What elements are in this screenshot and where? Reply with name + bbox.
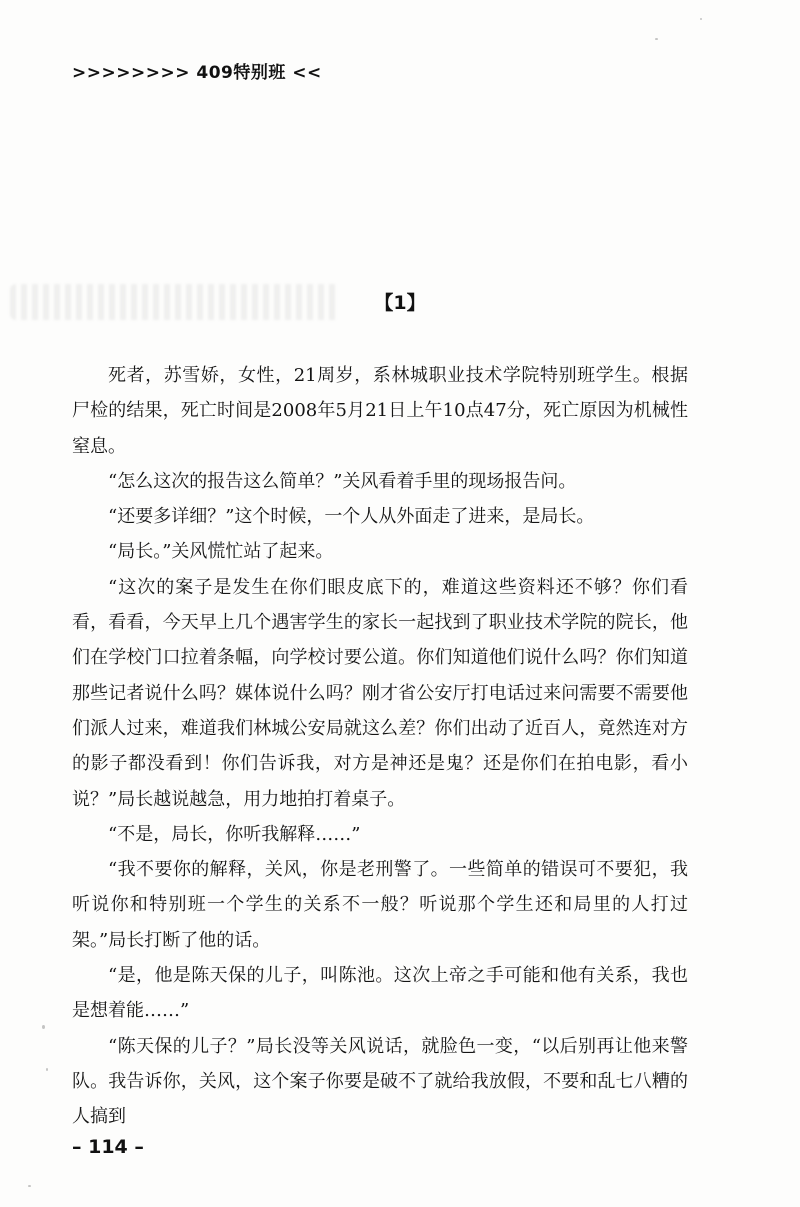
paragraph: “我不要你的解释，关风，你是老刑警了。一些简单的错误可不要犯，我听说你和特别班一个学生的关系不一般？听说那个学生还和局里的人打过架。”局长打断了他的话。 xyxy=(72,859,688,951)
paragraph: “不是，局长，你听我解释……” xyxy=(108,823,361,845)
paragraph: “还要多详细？”这个时候，一个人从外面走了进来，是局长。 xyxy=(108,506,595,528)
chapter-marker: 【1】 xyxy=(374,292,426,314)
paragraph: “局长。”关风慌忙站了起来。 xyxy=(108,541,334,563)
scan-speck xyxy=(655,38,658,40)
body-text xyxy=(72,358,688,1135)
paragraph: “陈天保的儿子？”局长没等关风说话，就脸色一变，“以后别再让他来警队。我告诉你，关风，这个案子你要是破不了就给我放假，不要和乱七八糟的人搞到 xyxy=(72,1035,688,1128)
scan-speck xyxy=(46,1068,48,1071)
running-header: >>>>>>>> 409特别班 << xyxy=(72,63,322,83)
scan-speck xyxy=(700,18,702,20)
paragraph: “怎么这次的报告这么简单？”关风看着手里的现场报告问。 xyxy=(108,470,577,492)
scan-speck xyxy=(42,1025,45,1029)
paragraph: 死者，苏雪娇，女性，21周岁，系林城职业技术学院特别班学生。根据尸检的结果，死亡时间是2008年5月21日上午10点47分，死亡原因为机械性窒息。 xyxy=(72,365,688,457)
paragraph: “这次的案子是发生在你们眼皮底下的，难道这些资料还不够？你们看看，看看，今天早上几个遇害学生的家长一起找到了职业技术学院的院长，他们在学校门口拉着条幅，向学校讨要公道。你们知道他们说什么吗？你们知道那些记者说什么吗？媒体说什么吗？刚才省公安厅打电话过来问需要不需要他们派人过来，难道我们林城公安局就这么差？你们出动了近百人，竟然连对方的影子都没看到！你们告诉我，对方是神还是鬼？还是你们在拍电影，看小说？”局长越说越急，用力地拍打着桌子。 xyxy=(72,576,688,810)
paragraph: “是，他是陈天保的儿子，叫陈池。这次上帝之手可能和他有关系，我也是想着能……” xyxy=(72,965,688,1022)
page-number: – 114 – xyxy=(72,1136,144,1158)
scan-speck xyxy=(28,1185,31,1187)
